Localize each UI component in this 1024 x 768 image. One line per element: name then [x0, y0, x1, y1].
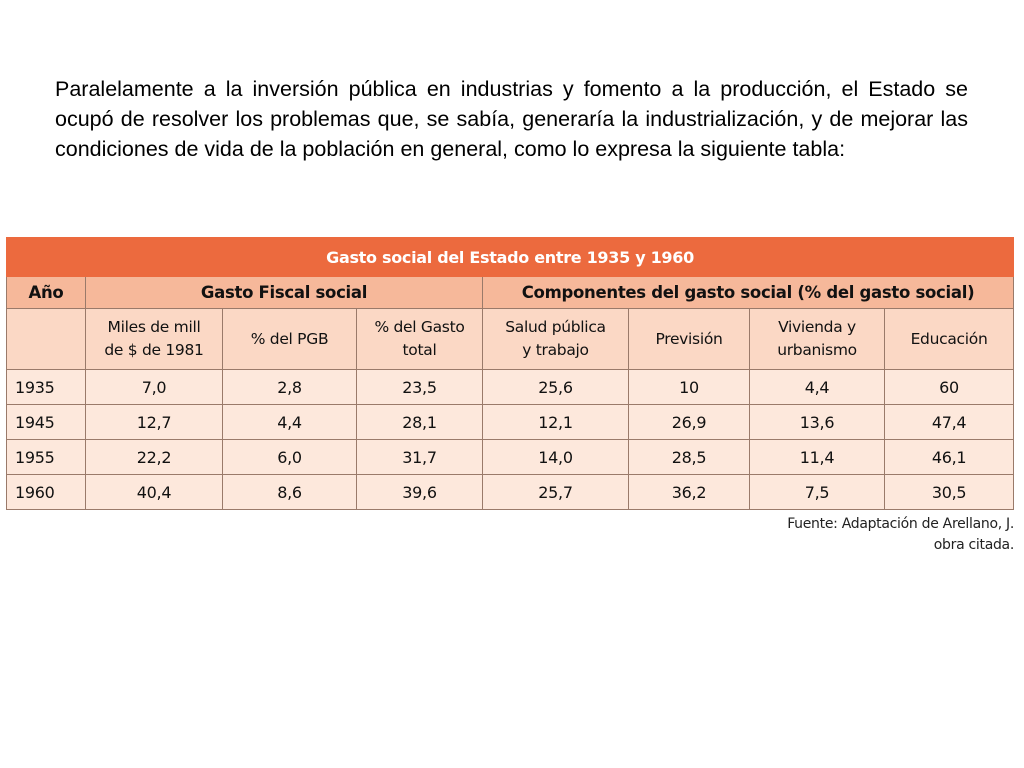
- source-line-1: Fuente: Adaptación de Arellano, J.: [787, 516, 1014, 532]
- value-cell: 30,5: [885, 475, 1014, 510]
- value-cell: 26,9: [629, 405, 750, 440]
- value-cell: 10: [629, 370, 750, 405]
- subheader-line: total: [402, 341, 437, 359]
- subheader-4: [629, 309, 750, 370]
- table-title: Gasto social del Estado entre 1935 y 1960: [7, 238, 1014, 277]
- subheader-5: [750, 309, 885, 370]
- value-cell: 7,5: [750, 475, 885, 510]
- subheader-line: Educación: [910, 329, 988, 348]
- value-cell: 25,6: [483, 370, 629, 405]
- value-cell: 4,4: [223, 405, 357, 440]
- subheader-line: % del PGB: [250, 329, 329, 348]
- value-cell: 40,4: [86, 475, 223, 510]
- table-row: [7, 475, 1014, 510]
- value-cell: 60: [885, 370, 1014, 405]
- subheader-line: Vivienda y: [778, 318, 856, 336]
- intro-paragraph: Paralelamente a la inversión pública en industrias y fomento a la producción, el Estado se ocupó de resolver los problemas que, se sabía, generaría la industrialización, y de mejorar las condiciones de vida de la población en general, como lo expresa la siguiente tabla:: [55, 77, 968, 161]
- subheader-1: [223, 309, 357, 370]
- year-cell: 1935: [7, 370, 86, 405]
- subheader-line: y trabajo: [522, 341, 589, 359]
- value-cell: 2,8: [223, 370, 357, 405]
- table-row: [7, 405, 1014, 440]
- value-cell: 23,5: [357, 370, 483, 405]
- subheader-6: [885, 309, 1014, 370]
- value-cell: 31,7: [357, 440, 483, 475]
- subheader-0: [86, 309, 223, 370]
- year-cell: 1955: [7, 440, 86, 475]
- header-fiscal-spending: Gasto Fiscal social: [86, 277, 483, 309]
- subheader-line: urbanismo: [777, 341, 857, 359]
- subheader-2: [357, 309, 483, 370]
- value-cell: 28,5: [629, 440, 750, 475]
- header-year: Año: [7, 277, 86, 309]
- value-cell: 7,0: [86, 370, 223, 405]
- year-cell: 1960: [7, 475, 86, 510]
- subheader-line: de $ de 1981: [104, 341, 204, 359]
- subheader-line: Miles de mill: [107, 318, 201, 336]
- value-cell: 11,4: [750, 440, 885, 475]
- value-cell: 22,2: [86, 440, 223, 475]
- value-cell: 47,4: [885, 405, 1014, 440]
- subheader-line: % del Gasto: [374, 318, 465, 336]
- value-cell: 25,7: [483, 475, 629, 510]
- value-cell: 12,1: [483, 405, 629, 440]
- source-line-2: obra citada.: [933, 537, 1014, 553]
- subheader-line: Previsión: [655, 329, 723, 348]
- source-note: [700, 514, 1014, 556]
- social-spending-table: [6, 237, 1014, 510]
- table-row: [7, 440, 1014, 475]
- subheader-empty: [7, 309, 86, 370]
- value-cell: 14,0: [483, 440, 629, 475]
- value-cell: 12,7: [86, 405, 223, 440]
- value-cell: 46,1: [885, 440, 1014, 475]
- value-cell: 6,0: [223, 440, 357, 475]
- header-components: Componentes del gasto social (% del gasto social): [483, 277, 1014, 309]
- value-cell: 13,6: [750, 405, 885, 440]
- value-cell: 28,1: [357, 405, 483, 440]
- value-cell: 4,4: [750, 370, 885, 405]
- subheader-3: [483, 309, 629, 370]
- value-cell: 39,6: [357, 475, 483, 510]
- year-cell: 1945: [7, 405, 86, 440]
- value-cell: 8,6: [223, 475, 357, 510]
- table-row: [7, 370, 1014, 405]
- value-cell: 36,2: [629, 475, 750, 510]
- subheader-line: Salud pública: [505, 318, 606, 336]
